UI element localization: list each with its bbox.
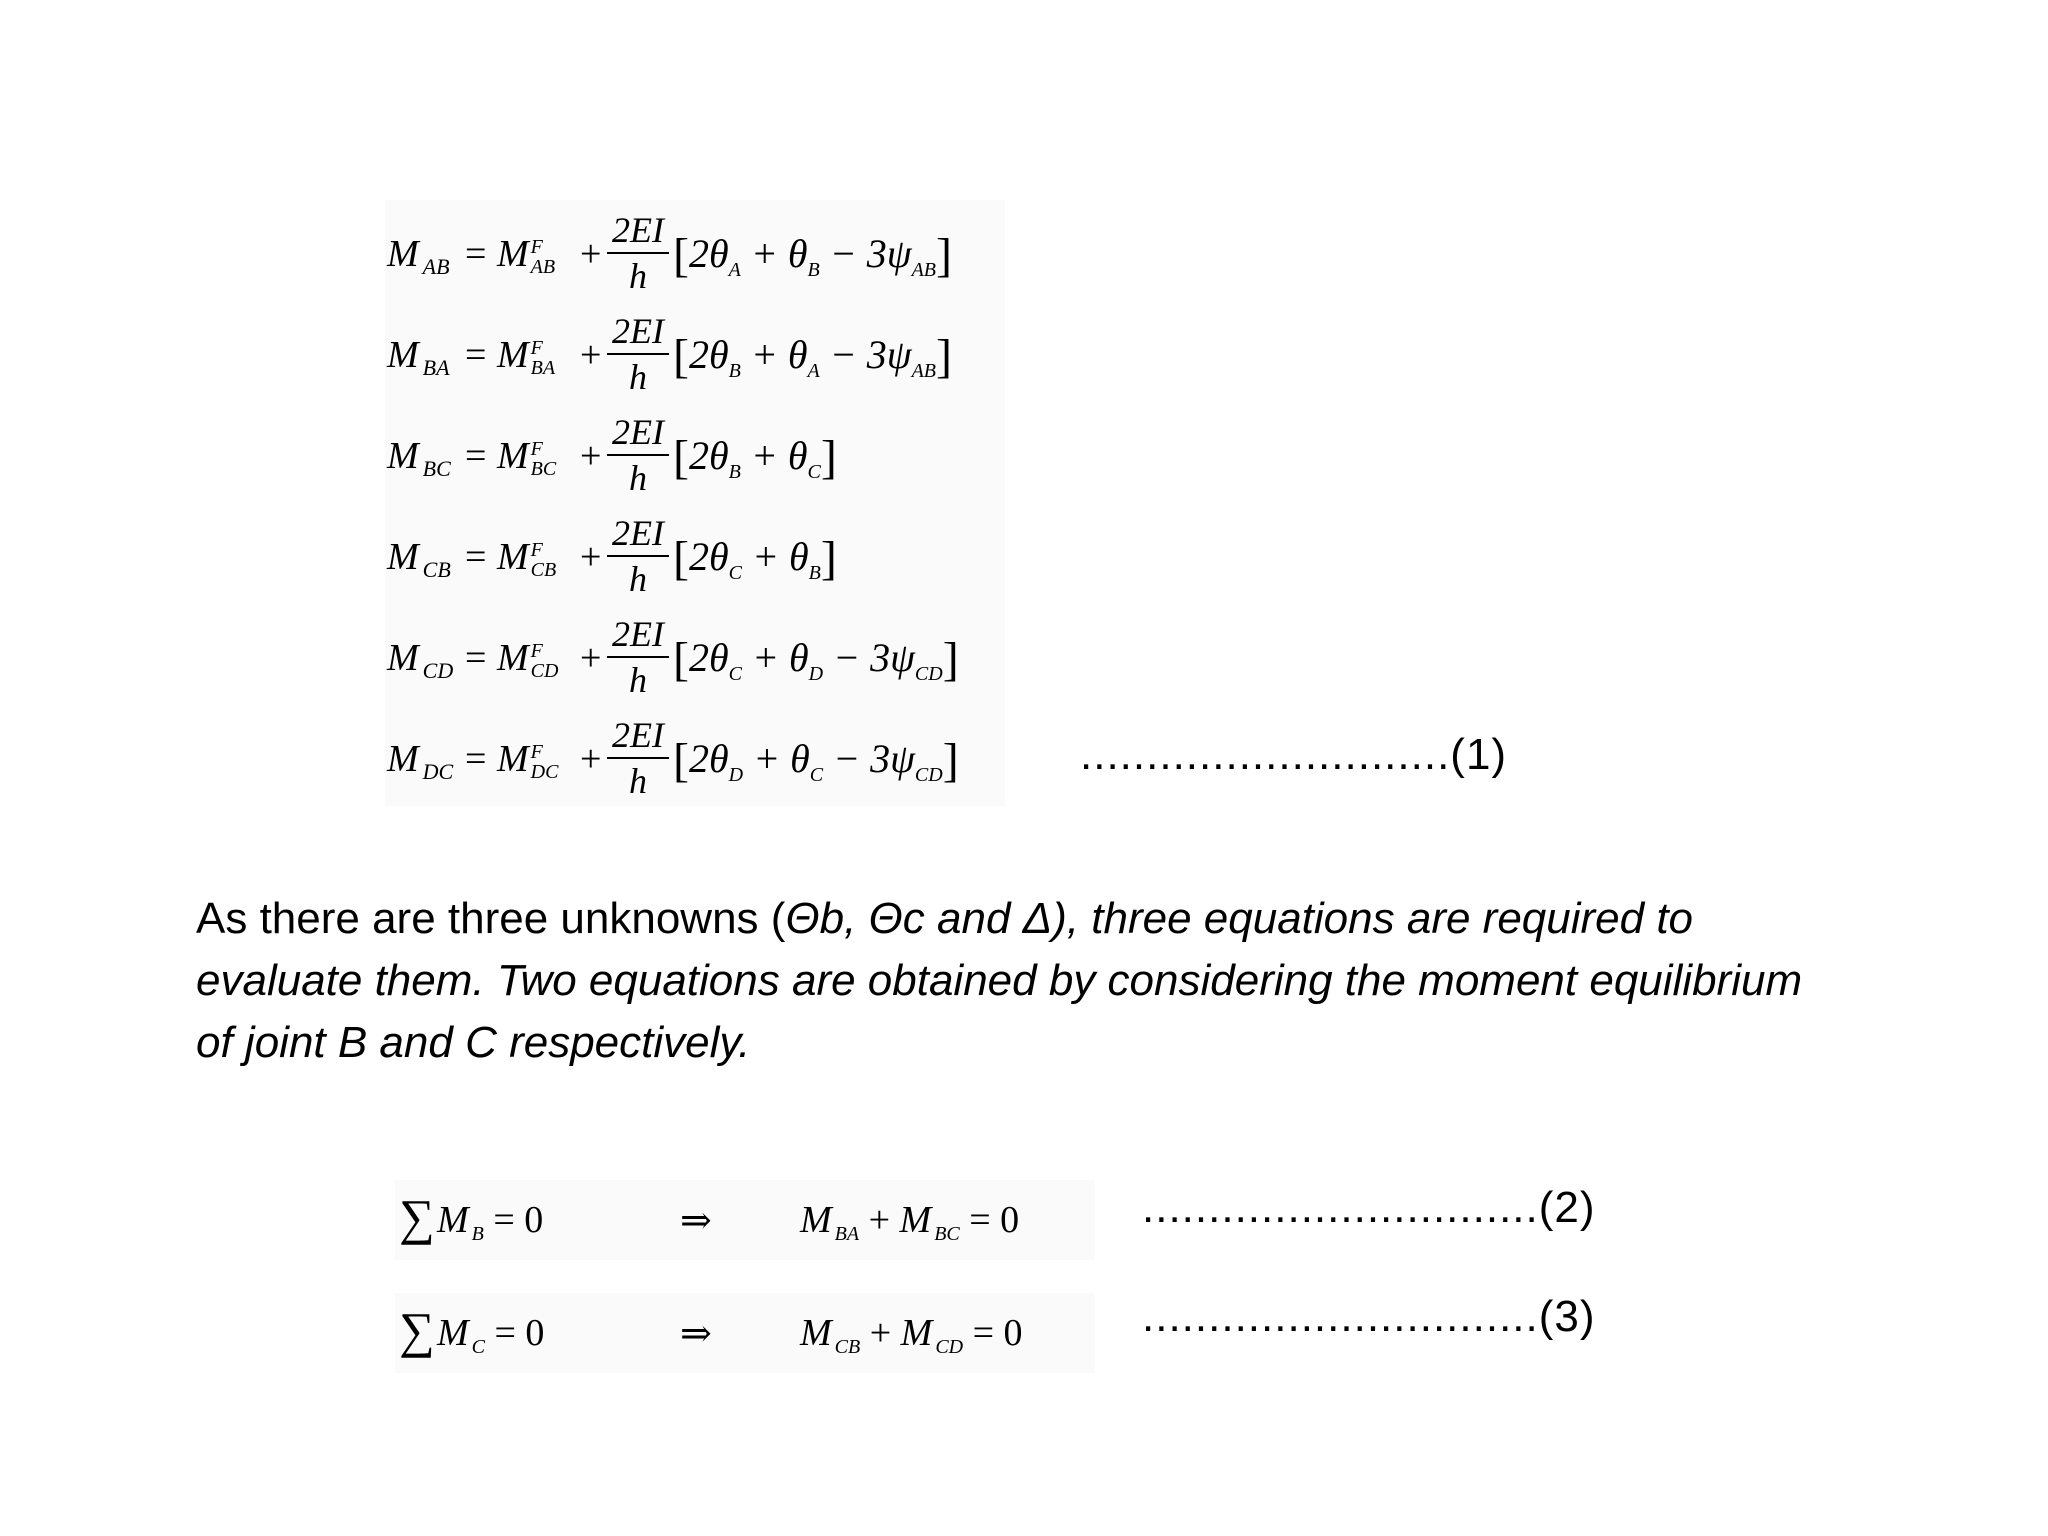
- fixed-end-moment-subscript: BA: [530, 357, 556, 380]
- equation-row: M $_{AB}$ = M F AB + 2EI h $[2\theta_A + \theta_B - 3\psi_{AB}]$: [387, 210, 952, 296]
- equation-row: M $_{DC}$ = M F DC + 2EI h $[2\theta_D + \theta_C - 3\psi_{CD}]$: [387, 715, 959, 801]
- equation-lhs-subscript: DC: [422, 759, 454, 784]
- stiffness-fraction: 2EI h: [607, 513, 669, 599]
- summation-symbol: ∑: [399, 1302, 435, 1358]
- equation-lhs-subscript: BC: [422, 456, 451, 481]
- equation-lhs-subscript: BA: [422, 355, 450, 380]
- summation-symbol: ∑: [399, 1189, 435, 1245]
- fixed-end-moment-subscript: CD: [530, 660, 559, 683]
- implies-arrow: ⇒: [680, 1313, 712, 1355]
- implies-arrow: ⇒: [680, 1200, 712, 1242]
- equilibrium-equation-c: ∑ M $_C$ = 0 ⇒ M $_{CB}$ + M $_{CD}$ = 0: [395, 1293, 1095, 1373]
- equation-lhs-subscript: CD: [422, 658, 454, 683]
- stiffness-fraction: 2EI h: [607, 412, 669, 498]
- equation-number-3: ..............................(3): [1142, 1292, 1596, 1341]
- paragraph-italic-text: Θb, Θc and Δ), three equations are required to evaluate them. Two equations are obtained by considering the moment equilibrium of joint B and C respectively.: [196, 894, 1803, 1067]
- equilibrium-equation-b: ∑ M $_B$ = 0 ⇒ M $_{BA}$ + M $_{BC}$ = 0: [395, 1180, 1095, 1260]
- explanation-paragraph: [196, 888, 1846, 1074]
- fixed-end-moment-subscript: CB: [530, 559, 557, 582]
- stiffness-fraction: 2EI h: [607, 715, 669, 801]
- equation-row: M $_{CB}$ = M F CB + 2EI h $[2\theta_C + \theta_B]$: [387, 513, 837, 599]
- stiffness-fraction: 2EI h: [607, 210, 669, 296]
- stiffness-fraction: 2EI h: [607, 614, 669, 700]
- fixed-end-moment-subscript: AB: [530, 256, 556, 279]
- equation-lhs-subscript: AB: [422, 254, 450, 279]
- equation-row: M $_{CD}$ = M F CD + 2EI h $[2\theta_C + \theta_D - 3\psi_{CD}]$: [387, 614, 959, 700]
- paragraph-plain-text: As there are three unknowns (: [196, 894, 786, 943]
- stiffness-fraction: 2EI h: [607, 311, 669, 397]
- fixed-end-moment-subscript: BC: [530, 458, 557, 481]
- equation-row: M $_{BA}$ = M F BA + 2EI h $[2\theta_B + \theta_A - 3\psi_{AB}]$: [387, 311, 952, 397]
- equation-lhs-subscript: CB: [422, 557, 451, 582]
- equation-number-2: ..............................(2): [1142, 1183, 1596, 1232]
- fixed-end-moment-subscript: DC: [530, 761, 559, 784]
- equation-number-1: ............................(1): [1080, 730, 1508, 779]
- slope-deflection-equations: [385, 200, 1005, 806]
- equation-row: M $_{BC}$ = M F BC + 2EI h $[2\theta_B + \theta_C]$: [387, 412, 837, 498]
